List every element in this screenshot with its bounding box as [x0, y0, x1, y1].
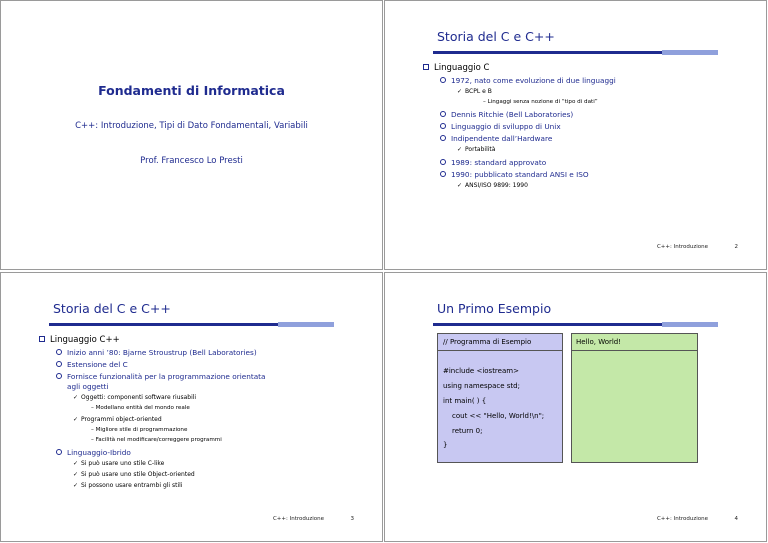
check-icon: ✓	[73, 394, 79, 401]
check-icon: ✓	[457, 182, 463, 189]
slide-title: Fondamenti di Informatica	[98, 83, 285, 98]
code-box	[437, 333, 563, 463]
title-rule	[433, 323, 718, 326]
bullet-level3: ✓ Si può usare uno stile Object-oriented	[73, 471, 195, 478]
code-line: // Programma di Esempio	[443, 338, 532, 346]
page-number: 4	[734, 516, 738, 522]
check-icon: ✓	[73, 416, 79, 423]
circle-bullet-icon	[440, 77, 446, 83]
bullet-level3: ✓ ANSI/ISO 9899: 1990	[457, 182, 528, 189]
bullet-level3: ✓ BCPL e B	[457, 88, 492, 95]
slide-3	[0, 272, 383, 542]
slide-footer: C++: Introduzione	[272, 516, 324, 522]
check-icon: ✓	[73, 471, 79, 478]
output-box	[571, 333, 698, 463]
bullet-level2: Dennis Ritchie (Bell Laboratories)	[440, 110, 573, 119]
slide-2	[384, 0, 767, 270]
bullet-level2: Estensione del C	[56, 360, 128, 369]
code-line: using namespace std;	[443, 382, 520, 390]
circle-bullet-icon	[440, 135, 446, 141]
slide-footer: C++: Introduzione	[656, 516, 708, 522]
bullet-level3: ✓ Portabilità	[457, 146, 496, 153]
code-line: }	[443, 441, 448, 449]
bullet-level2: Inizio anni ’80: Bjarne Stroustrup (Bell Laboratories)	[56, 348, 257, 357]
title-rule	[433, 51, 718, 54]
check-icon: ✓	[73, 482, 79, 489]
bullet-level4: – Modellano entità del mondo reale	[91, 405, 190, 411]
bullet-level2: Linguaggio di sviluppo di Unix	[440, 122, 561, 131]
bullet-level2: Fornisce funzionalità per la programmazione orientata	[56, 372, 266, 381]
bullet-level2: 1989: standard approvato	[440, 158, 546, 167]
slide-4	[384, 272, 767, 542]
code-line: return 0;	[452, 427, 483, 435]
bullet-continuation: agli oggetti	[67, 382, 109, 391]
square-bullet-icon	[39, 336, 45, 342]
bullet-level3: ✓ Programmi object-oriented	[73, 416, 162, 423]
bullet-level4: – Lingaggi senza nozione di “tipo di dati”	[483, 99, 598, 105]
circle-bullet-icon	[56, 349, 62, 355]
circle-bullet-icon	[440, 123, 446, 129]
bullet-level3: ✓ Si può usare uno stile C-like	[73, 460, 165, 467]
bullet-level2: Linguaggio-Ibrido	[56, 448, 131, 457]
slide-title: Storia del C e C++	[53, 301, 171, 316]
bullet-level1: Linguaggio C	[423, 63, 489, 73]
output-header-divider	[572, 350, 697, 351]
bullet-level2: 1990: pubblicato standard ANSI e ISO	[440, 170, 589, 179]
circle-bullet-icon	[56, 361, 62, 367]
bullet-level4: – Facilità nel modificare/correggere programmi	[91, 437, 222, 443]
circle-bullet-icon	[56, 373, 62, 379]
code-line: #include <iostream>	[443, 367, 519, 375]
page-number: 2	[734, 244, 738, 250]
check-icon: ✓	[73, 460, 79, 467]
slide-title: Un Primo Esempio	[437, 301, 552, 316]
code-line: cout << "Hello, World!\n";	[452, 412, 545, 420]
slide-title: Storia del C e C++	[437, 29, 555, 44]
circle-bullet-icon	[56, 449, 62, 455]
bullet-level3: ✓ Oggetti: componenti software riusabili	[73, 394, 197, 401]
check-icon: ✓	[457, 146, 463, 153]
circle-bullet-icon	[440, 159, 446, 165]
bullet-level1: Linguaggio C++	[39, 335, 120, 345]
code-line: int main( ) {	[443, 397, 487, 405]
code-header-divider	[438, 350, 562, 351]
slide-author: Prof. Francesco Lo Presti	[140, 156, 243, 166]
title-rule	[49, 323, 334, 326]
bullet-level4: – Migliore stile di programmazione	[91, 427, 188, 433]
slide-footer: C++: Introduzione	[656, 244, 708, 250]
circle-bullet-icon	[440, 171, 446, 177]
slide-1	[0, 0, 383, 270]
slide-subtitle: C++: Introduzione, Tipi di Dato Fondamentali, Variabili	[75, 121, 308, 131]
bullet-level2: 1972, nato come evoluzione di due linguaggi	[440, 76, 616, 85]
output-text: Hello, World!	[576, 338, 622, 346]
check-icon: ✓	[457, 88, 463, 95]
bullet-level2: Indipendente dall’Hardware	[440, 134, 552, 143]
page-number: 3	[350, 516, 354, 522]
bullet-level3: ✓ Si possono usare entrambi gli stili	[73, 482, 183, 489]
square-bullet-icon	[423, 64, 429, 70]
circle-bullet-icon	[440, 111, 446, 117]
